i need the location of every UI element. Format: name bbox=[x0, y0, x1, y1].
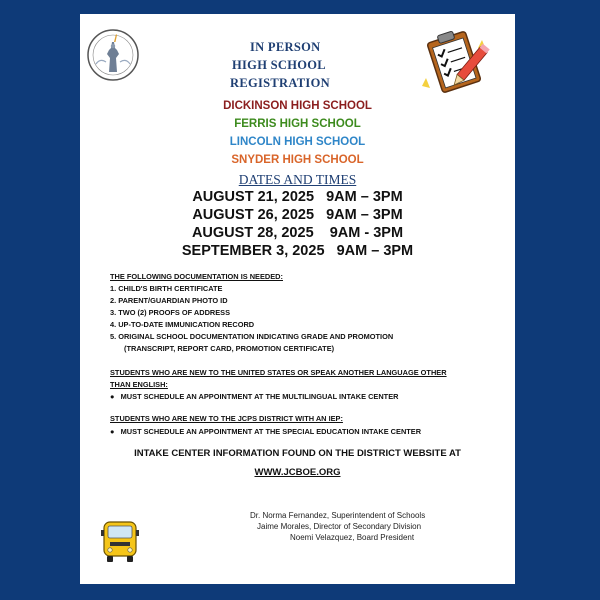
docs-list-item: 1. CHILD'S BIRTH CERTIFICATE bbox=[110, 284, 223, 293]
header-line-1: IN PERSON bbox=[250, 40, 321, 54]
docs-item-5-cont: (TRANSCRIPT, REPORT CARD, PROMOTION CERTIFICATE) bbox=[124, 344, 335, 353]
school-bus-icon bbox=[100, 516, 140, 566]
date-row: AUGUST 26, 2025 9AM – 3PM bbox=[192, 207, 403, 223]
iep-bullet-text: MUST SCHEDULE AN APPOINTMENT AT THE SPECIAL EDUCATION INTAKE CENTER bbox=[120, 427, 422, 436]
multilingual-heading-1: STUDENTS WHO ARE NEW TO THE UNITED STATES OR SPEAK ANOTHER LANGUAGE OTHER bbox=[110, 368, 447, 377]
intake-line-1: INTAKE CENTER INFORMATION FOUND ON THE DISTRICT WEBSITE AT bbox=[134, 448, 461, 459]
multilingual-heading-2: THAN ENGLISH: bbox=[110, 380, 168, 389]
school-name: DICKINSON HIGH SCHOOL bbox=[223, 100, 372, 112]
header-line-3: REGISTRATION bbox=[230, 76, 330, 90]
school-name: SNYDER HIGH SCHOOL bbox=[231, 154, 364, 166]
multilingual-bullet bbox=[110, 392, 398, 401]
intake-website-link[interactable]: WWW.JCBOE.ORG bbox=[254, 467, 341, 478]
header-line-2: HIGH SCHOOL bbox=[232, 58, 326, 72]
school-name: LINCOLN HIGH SCHOOL bbox=[229, 136, 366, 148]
bullet-icon: ● bbox=[110, 392, 115, 401]
iep-bullet bbox=[110, 427, 421, 436]
clipboard-checklist-icon bbox=[420, 26, 490, 96]
date-row: AUGUST 28, 2025 9AM - 3PM bbox=[191, 225, 404, 241]
school-name: FERRIS HIGH SCHOOL bbox=[234, 118, 361, 130]
docs-list-item: 4. UP-TO-DATE IMMUNICATION RECORD bbox=[110, 320, 255, 329]
docs-list-item: 2. PARENT/GUARDIAN PHOTO ID bbox=[110, 296, 228, 305]
signature-board-president: Noemi Velazquez, Board President bbox=[290, 533, 415, 542]
iep-heading: STUDENTS WHO ARE NEW TO THE JCPS DISTRICT WITH AN IEP: bbox=[110, 414, 343, 423]
bullet-icon: ● bbox=[110, 427, 115, 436]
docs-list-item: 5. ORIGINAL SCHOOL DOCUMENTATION INDICATING GRADE AND PROMOTION bbox=[110, 332, 394, 341]
dates-title: DATES AND TIMES bbox=[238, 172, 357, 187]
docs-list-item: 3. TWO (2) PROOFS OF ADDRESS bbox=[110, 308, 231, 317]
date-row: SEPTEMBER 3, 2025 9AM – 3PM bbox=[181, 243, 414, 259]
signature-superintendent: Dr. Norma Fernandez, Superintendent of Schools bbox=[250, 511, 426, 520]
docs-heading: THE FOLLOWING DOCUMENTATION IS NEEDED: bbox=[110, 272, 283, 281]
multilingual-bullet-text: MUST SCHEDULE AN APPOINTMENT AT THE MULTILINGUAL INTAKE CENTER bbox=[120, 392, 399, 401]
jersey-city-seal-icon bbox=[86, 28, 140, 82]
signature-director: Jaime Morales, Director of Secondary Division bbox=[257, 522, 422, 531]
registration-flyer bbox=[80, 14, 515, 584]
date-row: AUGUST 21, 2025 9AM – 3PM bbox=[192, 189, 403, 205]
